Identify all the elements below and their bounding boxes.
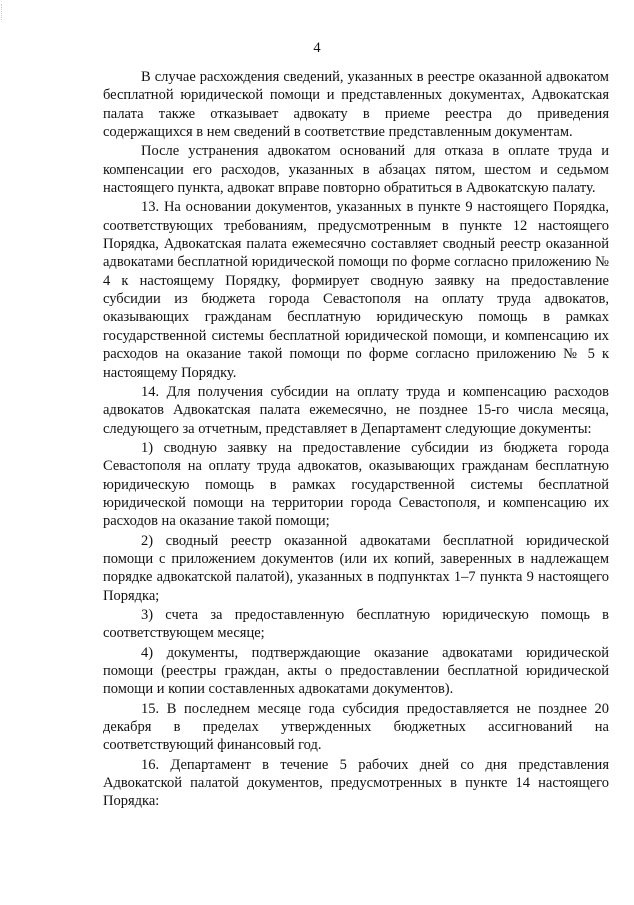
page-number: 4 [313,40,321,56]
list-item-3: 3) счета за предоставленную бесплатную юридическую помощь в соответствующем месяце; [103,606,609,642]
paragraph-item-15: 15. В последнем месяце года субсидия предоставляется не позднее 20 декабря в пределах утвержденных бюджетных ассигнований на соответствующий финансовый год. [103,700,609,754]
paragraph-item-13: 13. На основании документов, указанных в пункте 9 настоящего Порядка, соответствующих требованиям, предусмотренным в пункте 12 настоящего Порядка, Адвокатская палата ежемесячно составляет сводный реестр оказанной адвокатами бесплатной юридической помощи по форме согласно приложению № 4 к настоящему Порядку, формирует сводную заявку на предоставление субсидии из бюджета города Севастополя на оплату труда адвокатов, оказывающих гражданам бесплатную юридическую помощь в рамках государственной системы бесплатной юридической помощи, и компенсацию их расходов на оказание такой помощи по форме согласно приложению № 5 к настоящему Порядку. [103,199,609,381]
document-body [103,68,609,811]
scan-edge-mark [1,4,5,20]
paragraph-item-16: 16. Департамент в течение 5 рабочих дней со дня представления Адвокатской палатой документов, предусмотренных в пункте 14 настоящего Порядка: [103,756,609,810]
paragraph-item-14: 14. Для получения субсидии на оплату труда и компенсацию расходов адвокатов Адвокатская палата ежемесячно, не позднее 15-го числа месяца, следующего за отчетным, представляет в Департамент следующие документы: [103,383,609,437]
list-item-1: 1) сводную заявку на предоставление субсидии из бюджета города Севастополя на оплату труда адвокатов, оказывающих гражданам бесплатную юридическую помощь в рамках государственной системы бесплатной юридической помощи на территории города Севастополя, и компенсацию их расходов на оказание такой помощи; [103,439,609,530]
paragraph-discrepancy: В случае расхождения сведений, указанных в реестре оказанной адвокатом бесплатной юридической помощи и представленных документах, Адвокатская палата также отказывает адвокату в приеме реестра до приведения содержащихся в нем сведений в соответствие представленным документам. [103,69,609,141]
list-item-4: 4) документы, подтверждающие оказание адвокатами юридической помощи (реестры граждан, акты о предоставлении бесплатной юридической помощи и копии составленных адвокатами документов). [103,644,609,698]
paragraph-resubmission: После устранения адвокатом оснований для отказа в оплате труда и компенсации его расходов, указанных в абзацах пятом, шестом и седьмом настоящего пункта, адвокат вправе повторно обратиться в Адвокатскую палату. [103,143,609,197]
list-item-2: 2) сводный реестр оказанной адвокатами бесплатной юридической помощи с приложением документов (или их копий, заверенных в надлежащем порядке адвокатской палатой), указанных в подпунктах 1–7 пункта 9 настоящего Порядка; [103,532,609,604]
